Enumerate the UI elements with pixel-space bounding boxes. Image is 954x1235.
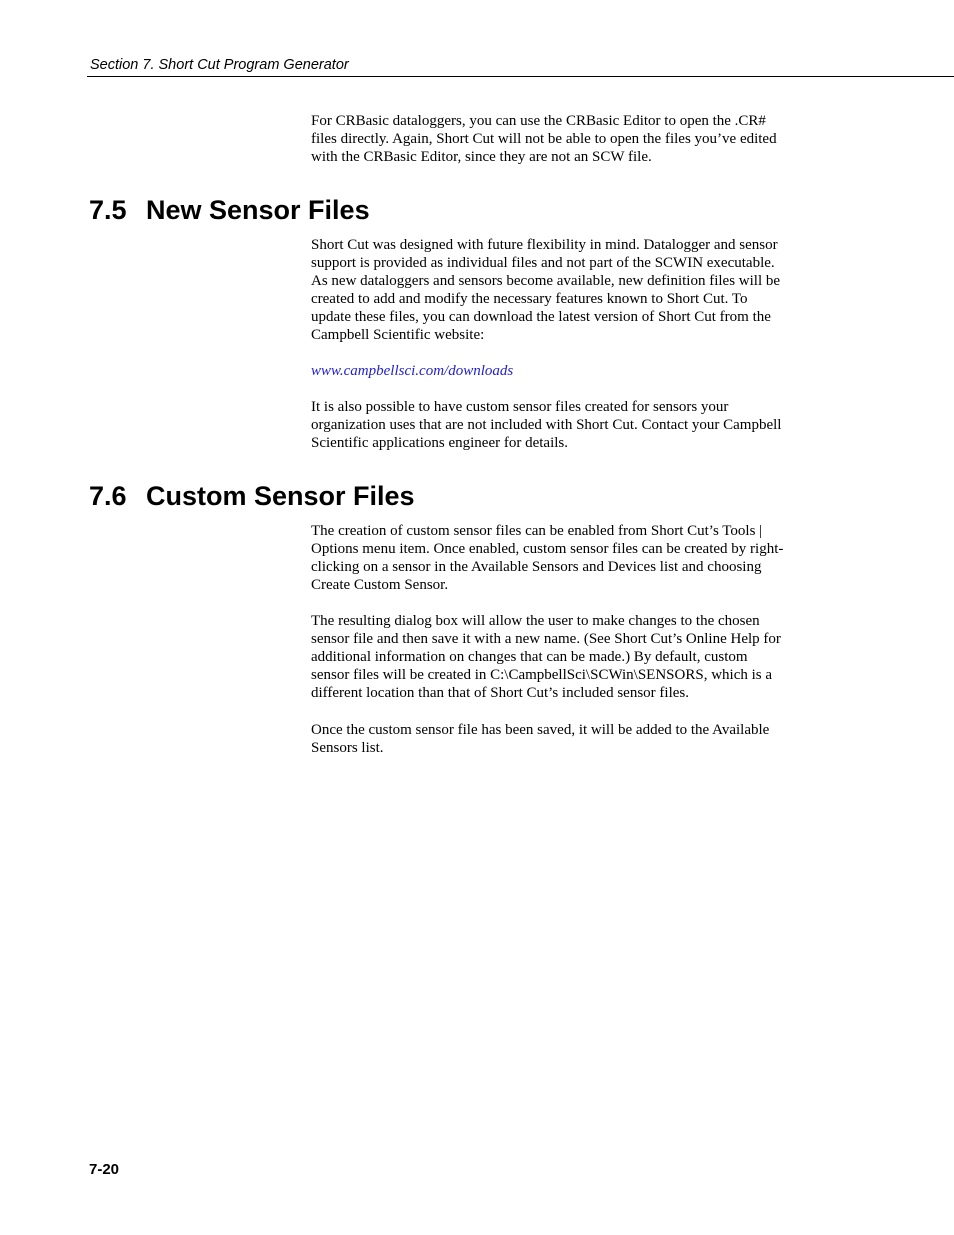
section-7-6-paragraph-1: The creation of custom sensor files can be enabled from Short Cut’s Tools | Options menu item. Once enabled, custom sensor files can be created by right- clicking on a sensor in the Available Sensors and Devices list and choosing Create Custom Sensor.: [311, 523, 784, 593]
section-7-6-heading: [89, 480, 415, 512]
section-7-5-number: 7.5: [89, 195, 127, 225]
section-7-6-title: Custom Sensor Files: [146, 481, 415, 511]
section-7-5-heading: [89, 194, 370, 226]
section-7-6-number: 7.6: [89, 481, 127, 511]
section-7-5-title: New Sensor Files: [146, 195, 370, 225]
intro-paragraph: For CRBasic dataloggers, you can use the CRBasic Editor to open the .CR# files directly. Again, Short Cut will not be able to open the files you’ve edited with the CRBasic Editor, since they are not an SCW file.: [311, 113, 777, 165]
running-header: Section 7. Short Cut Program Generator: [90, 57, 349, 73]
section-7-5-paragraph-1: Short Cut was designed with future flexibility in mind. Datalogger and sensor support is provided as individual files and not part of the SCWIN executable. As new dataloggers and sensors become available, new definition files will be created to add and modify the necessary features known to Short Cut. To update these files, you can download the latest version of Short Cut from the Campbell Scientific website:: [311, 237, 781, 343]
header-rule: [87, 76, 954, 77]
downloads-link[interactable]: www.campbellsci.com/downloads: [311, 363, 514, 379]
page-number: 7-20: [89, 1161, 120, 1178]
section-7-6-paragraph-3: Once the custom sensor file has been saved, it will be added to the Available Sensors list.: [311, 722, 770, 756]
section-7-5-paragraph-2: It is also possible to have custom sensor files created for sensors your organization uses that are not included with Short Cut. Contact your Campbell Scientific applications engineer for details.: [311, 399, 782, 451]
section-7-6-paragraph-2: The resulting dialog box will allow the user to make changes to the chosen sensor file and then save it with a new name. (See Short Cut’s Online Help for additional information on changes that can be made.) By default, custom sensor files will be created in C:\CampbellSci\SCWin\SENSORS, which is a different location than that of Short Cut’s included sensor files.: [311, 613, 781, 701]
